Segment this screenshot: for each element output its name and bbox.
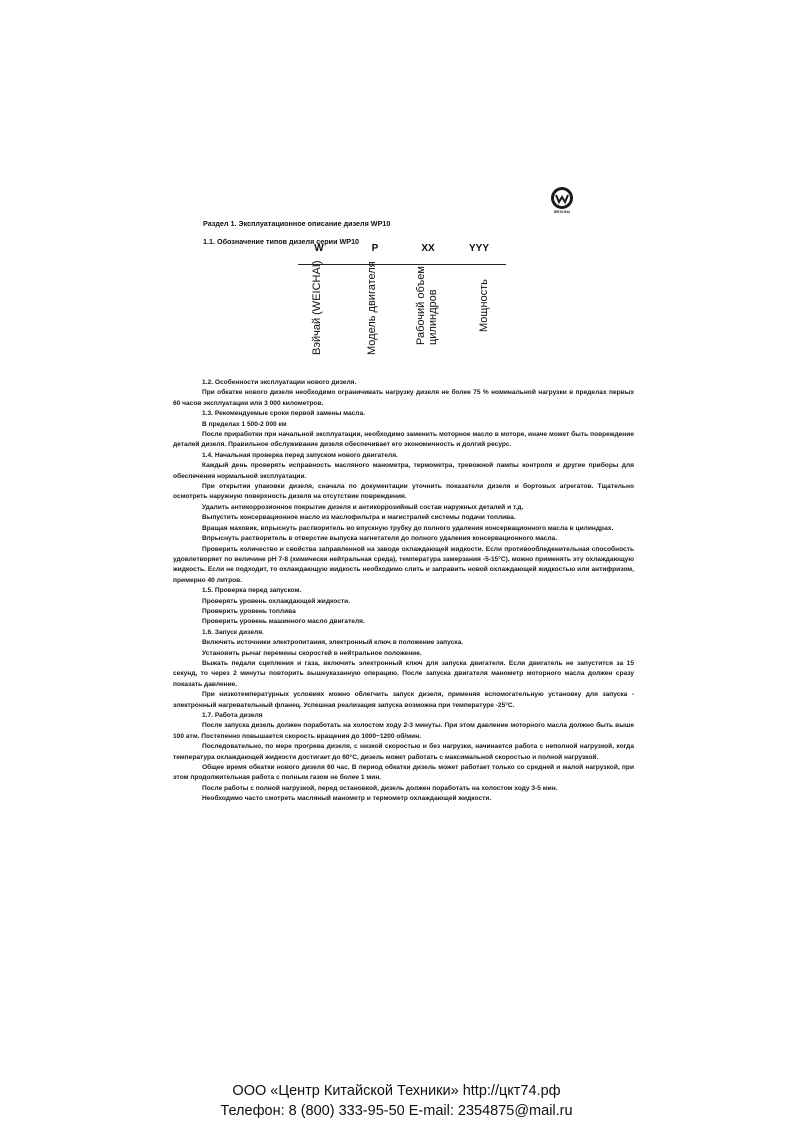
paragraph: Удалить антикоррозионное покрытие дизеля и антикоррозийный состав наружных деталей и т.д. [202, 503, 524, 511]
paragraph: Включить источники электропитания, электронный ключ в положение запуска. [202, 639, 464, 647]
type-meaning-brand: Вэйчай (WEICHAI) [311, 260, 323, 355]
weichai-logo-icon [550, 186, 574, 210]
heading-1-4: 1.4. Начальная проверка перед запуском нового двигателя. [202, 451, 398, 459]
logo-caption: WEICHAI [553, 210, 571, 214]
body-text [173, 378, 634, 805]
paragraph: Проверять уровень охлаждающей жидкости. [202, 597, 350, 605]
paragraph: Проверить уровень топлива [202, 607, 296, 615]
heading-1-5: 1.5. Проверка перед запуском. [202, 587, 302, 595]
footer-contacts: Телефон: 8 (800) 333-95-50 E-mail: 2354875@mail.ru [220, 1103, 573, 1119]
section-title: Раздел 1. Эксплуатационное описание дизеля WP10 [203, 219, 391, 228]
paragraph: Общее время обкатки нового дизеля 60 час. В период обкатки дизель может работает только со средней и малой нагрузкой, при этом продолжительная работа с полным газом не более 1 мин. [173, 764, 634, 782]
paragraph: После работы с полной нагрузкой, перед остановкой, дизель должен поработать на холостом ходу 3-5 мин. [202, 784, 558, 792]
diagram-divider [298, 264, 506, 265]
paragraph: После приработки при начальной эксплуатации, необходимо заменить моторное масло в моторе, иначе может быть повреждение деталей дизеля. Правильное обслуживание дизеля обеспечивает его экономичность и долгий ресурс. [173, 431, 634, 449]
type-code-w: W [314, 243, 324, 254]
type-code-yyy: YYY [468, 243, 489, 254]
paragraph: Впрыснуть растворитель в отверстие выпуска нагнетателя до полного удаления консервационного масла. [202, 535, 558, 543]
paragraph: Проверить количество и свойства заправленной на заводе охлаждающей жидкости. Если противообледенительная способность удовлетворяет по величине pH 7-8 (химически нейтральная среда), температура замерзания -5-15°С), можно применять эту охлаждающую жидкость. Если не подходит, то охлаждающую жидкость необходимо слить и заправить новой охлаждающей жидкостью или антифризом, примерно 40 литров. [173, 545, 634, 584]
paragraph: В пределах 1 500-2 000 км [202, 420, 287, 428]
paragraph: Установить рычаг перемены скоростей в нейтральное положение. [202, 649, 422, 657]
paragraph: Выпустить консервационное масло из маслофильтра и магистралей системы подачи топлива. [202, 514, 516, 522]
paragraph: После запуска дизель должен поработать на холостом ходу 2-3 минуты. При этом давление моторного масла должно быть выше 100 атм. Постепенно повышается скорость вращения до 1000~1200 об/мин. [173, 722, 634, 740]
paragraph: Выжать педали сцепления и газа, включить электронный ключ для запуска двигателя. Если двигатель не запустится за 15 секунд, то через 2 минуты повторить вышеуказанную операцию. После запуска двигателя манометр моторного масла должен сразу показать давление. [173, 659, 634, 688]
type-code-p: P [371, 243, 379, 254]
paragraph: При открытии упаковки дизеля, сначала по документации уточнить показатели дизеля и бортовых агрегатов. Тщательно осмотреть наружную поверхность дизеля на отсутствие повреждения. [173, 483, 634, 501]
heading-1-3: 1.3. Рекомендуемые сроки первой замены масла. [202, 410, 365, 418]
type-meaning-displacement: Рабочий объем [415, 266, 427, 345]
paragraph: Необходимо часто смотреть масляный манометр и термометр охлаждающей жидкости. [202, 795, 492, 803]
paragraph: При низкотемпературных условиях можно облегчить запуск дизеля, применяя вспомогательную установку для запуска - электронный нагревательный фланец. Успешная реализация запуска возможна при температуре -25°С. [173, 691, 634, 709]
paragraph: Последовательно, по мере прогрева дизеля, с низкой скоростью и без нагрузки, начинается работа с неполной нагрузкой, когда температура охлаждающей жидкости достигает до 60°С, дизель может работать с максимальной скоростью и полной нагрузкой. [173, 743, 634, 761]
heading-1-6: 1.6. Запуск дизеля. [202, 628, 264, 636]
paragraph: При обкатке нового дизеля необходимо ограничивать нагрузку дизеля не более 75 % номинальной нагрузки в пределах первых 60 часов эксплуатации или 3 000 километров. [173, 389, 634, 407]
paragraph: Вращая маховик, впрыснуть растворитель во впускную трубку до полного удаления консервационного масла в цилиндрах. [202, 524, 614, 532]
type-code-xx: XX [421, 243, 435, 254]
paragraph: Каждый день проверять исправность масляного манометра, термометра, тревожной лампы контроля и другие приборы для обеспечения нормальной эксплуатации. [173, 462, 634, 480]
heading-1-2: 1.2. Особенности эксплуатации нового дизеля. [202, 379, 357, 386]
type-meaning-displacement-2: цилиндров [427, 289, 439, 345]
paragraph: Проверить уровень машинного масло двигателя. [202, 618, 365, 626]
type-heading: 1.1. Обозначение типов дизеля серии WP10 [203, 237, 360, 246]
type-meaning-power: Мощность [478, 279, 490, 332]
footer-company: ООО «Центр Китайской Техники» http://цкт74.рф [232, 1083, 561, 1099]
heading-1-7: 1.7. Работа дизеля [202, 712, 263, 719]
type-meaning-model: Модель двигателя [366, 261, 378, 355]
